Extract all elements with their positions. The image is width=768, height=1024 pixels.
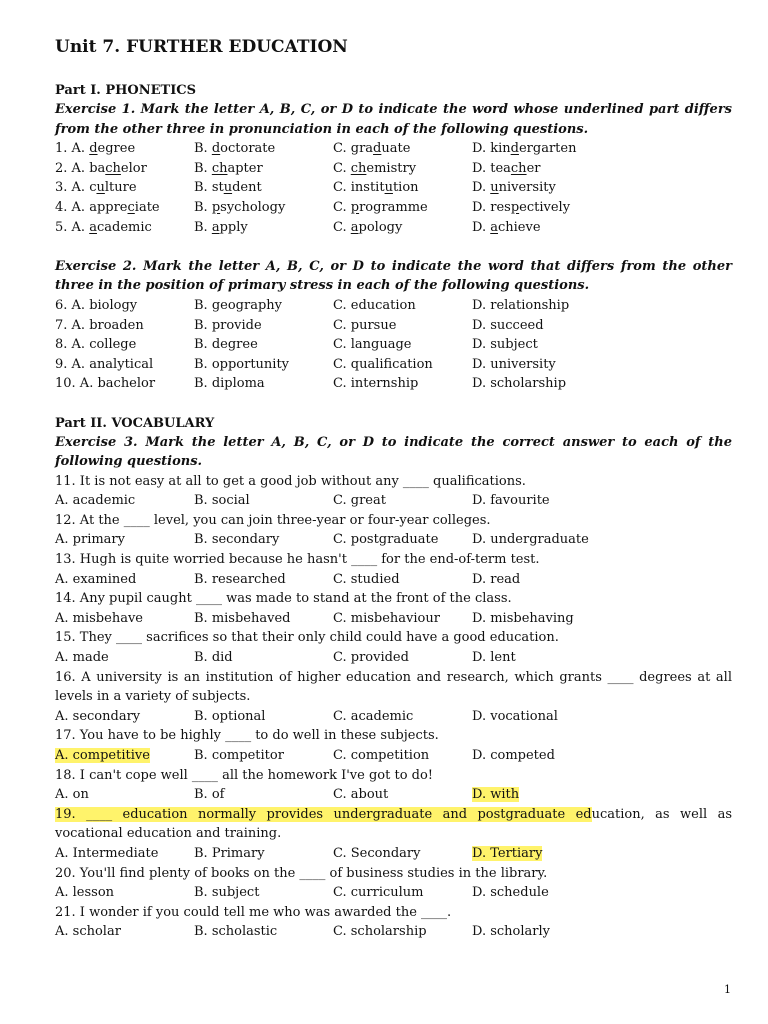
options-14: [55, 609, 732, 629]
option-d: D. achieve: [472, 219, 541, 235]
options-7: [55, 316, 732, 336]
options-8: [55, 335, 732, 355]
option-b: B. geography: [194, 297, 282, 313]
option-b: B. misbehaved: [194, 610, 291, 626]
question-11: 11. It is not easy at all to get a good job without any ____ qualifications.: [55, 473, 526, 489]
underlined-part: ch: [350, 160, 367, 176]
option-a: A. misbehave: [55, 610, 143, 626]
options-3: [55, 178, 732, 198]
option-a: 4. A. appreciate: [55, 199, 160, 215]
underlined-part: u: [223, 180, 233, 196]
option-b: B. did: [194, 650, 233, 666]
underlined-part: ch: [211, 160, 228, 176]
option-d: [472, 785, 732, 805]
underlined-part: c: [127, 199, 135, 215]
underlined-part: p: [211, 199, 221, 215]
option-c: C. education: [333, 297, 416, 313]
options-5: [55, 218, 732, 238]
option-b: B. competitor: [194, 748, 284, 763]
option-d: D. schedule: [472, 885, 549, 901]
option-a: A. academic: [55, 493, 136, 509]
option-c: C. language: [333, 337, 412, 353]
option-c: C. qualification: [333, 356, 433, 372]
option-c: C. great: [333, 493, 386, 509]
underlined-part: a: [89, 219, 97, 235]
options-10: [55, 374, 732, 394]
underlined-part: d: [510, 141, 519, 157]
option-a: 9. A. analytical: [55, 356, 154, 372]
page-number: 1: [724, 983, 731, 996]
options-17: [55, 746, 732, 766]
exercise2-instruction: Exercise 2. Mark the letter A, B, C, or D to indicate the word that differs from the other three in the position of primary stress in each of the following questions.: [55, 258, 732, 294]
option-a: A. Intermediate: [55, 845, 159, 861]
underlined-part: d: [211, 141, 221, 157]
option-c: C. provided: [333, 650, 409, 666]
highlighted-answer: D. with: [472, 787, 520, 803]
option-d: D. kindergarten: [472, 141, 577, 157]
option-b: B. scholastic: [194, 924, 278, 940]
option-a: A. lesson: [55, 885, 115, 901]
question-15: 15. They ____ sacrifices so that their only child could have a good education.: [55, 630, 559, 646]
option-b: B. psychology: [194, 199, 286, 215]
option-b: B. student: [194, 180, 262, 196]
underlined-part: d: [373, 141, 382, 157]
option-b: B. Primary: [194, 845, 265, 861]
option-d: D. respectively: [472, 199, 571, 215]
option-b: B. optional: [194, 708, 266, 724]
underlined-part: u: [490, 180, 499, 196]
option-c: C. apology: [333, 219, 403, 235]
option-a: 10. A. bachelor: [55, 376, 156, 392]
underlined-part: u: [384, 180, 393, 196]
option-c: C. scholarship: [333, 924, 427, 940]
options-11: [55, 491, 732, 511]
option-a: 8. A. college: [55, 337, 137, 353]
option-a: A. secondary: [55, 708, 141, 724]
options-15: [55, 648, 732, 668]
option-d: D. scholarship: [472, 376, 567, 392]
options-4: [55, 198, 732, 218]
option-d: D. subject: [472, 337, 538, 353]
option-c: C. postgraduate: [333, 532, 439, 548]
underlined-part: a: [211, 219, 220, 235]
option-b: B. opportunity: [194, 356, 290, 372]
option-a: 2. A. bachelor: [55, 160, 147, 176]
option-a: A. on: [55, 787, 89, 803]
options-18: [55, 785, 732, 805]
options-1: [55, 139, 732, 159]
option-b: B. degree: [194, 337, 258, 353]
options-19: [55, 844, 732, 864]
exercise1-instruction: Exercise 1. Mark the letter A, B, C, or D to indicate the word whose underlined part differs from the other three in pronunciation in each of the following questions.: [55, 102, 732, 137]
question-14: 14. Any pupil caught ____ was made to stand at the front of the class.: [55, 591, 512, 607]
options-12: [55, 530, 732, 550]
options-13: [55, 570, 732, 590]
option-a: A. primary: [55, 532, 125, 548]
option-b: B. provide: [194, 317, 262, 333]
option-d: D. favourite: [472, 493, 550, 509]
option-b: B. social: [194, 493, 250, 509]
highlighted-answer: A. competitive: [55, 748, 150, 763]
option-c: C. internship: [333, 376, 419, 392]
option-b: B. chapter: [194, 160, 263, 176]
underlined-part: ch: [105, 160, 121, 176]
option-c: C. Secondary: [333, 845, 421, 861]
options-2: [55, 159, 732, 179]
exercise2-options: [55, 296, 732, 394]
option-d: D. scholarly: [472, 924, 550, 940]
option-c: C. pursue: [333, 317, 397, 333]
option-d: D. teacher: [472, 160, 541, 176]
question-16: 16. A university is an institution of higher education and research, which grants ____ degrees at all levels in a variety of subjects.: [55, 669, 732, 705]
option-d: D. university: [472, 180, 556, 196]
question-21: 21. I wonder if you could tell me who was awarded the ____.: [55, 904, 452, 920]
option-a: 6. A. biology: [55, 297, 138, 313]
option-b: B. diploma: [194, 376, 265, 392]
option-a: A. examined: [55, 571, 137, 587]
options-16: [55, 707, 732, 727]
question-17: 17. You have to be highly ____ to do well in these subjects.: [55, 728, 439, 744]
option-c: C. chemistry: [333, 160, 417, 176]
underlined-part: u: [96, 180, 105, 196]
underlined-part: p: [350, 199, 360, 215]
option-c: C. programme: [333, 199, 428, 215]
unit-title: Unit 7. FURTHER EDUCATION: [55, 37, 348, 57]
option-b: B. subject: [194, 885, 260, 901]
exercise1-options: [55, 139, 732, 237]
underlined-part: d: [89, 141, 98, 157]
underlined-part: a: [350, 219, 359, 235]
question-19: [55, 805, 732, 844]
option-a: 1. A. degree: [55, 141, 136, 157]
exercise3-instruction: Exercise 3. Mark the letter A, B, C, or D to indicate the correct answer to each of the following questions.: [55, 434, 732, 470]
option-b: B. doctorate: [194, 141, 276, 157]
option-d: D. misbehaving: [472, 610, 574, 626]
options-9: [55, 355, 732, 375]
option-d: D. competed: [472, 748, 555, 763]
option-d: D. read: [472, 571, 521, 587]
question-20: 20. You'll find plenty of books on the ____ of business studies in the library.: [55, 865, 548, 881]
option-a: 7. A. broaden: [55, 317, 144, 333]
option-a: [55, 746, 194, 766]
option-a: 5. A. academic: [55, 219, 152, 235]
part2-title: Part II. VOCABULARY: [55, 415, 215, 431]
question-18: 18. I can't cope well ____ all the homework I've got to do!: [55, 767, 434, 783]
question-text: ucation, as well as vocational education and training.: [55, 806, 732, 842]
highlighted-question-text: 19. ____ education normally provides undergraduate and postgraduate ed: [55, 806, 592, 822]
underlined-part: a: [490, 219, 498, 235]
option-c: C. misbehaviour: [333, 610, 440, 626]
option-c: C. graduate: [333, 141, 411, 157]
options-20: [55, 883, 732, 903]
option-c: C. institution: [333, 180, 419, 196]
option-c: C. about: [333, 787, 389, 803]
option-d: D. relationship: [472, 297, 570, 313]
option-c: C. competition: [333, 748, 430, 763]
question-12: 12. At the ____ level, you can join three-year or four-year colleges.: [55, 512, 491, 528]
option-b: B. apply: [194, 219, 248, 235]
part1-title: Part I. PHONETICS: [55, 83, 197, 98]
option-c: C. academic: [333, 708, 414, 724]
option-c: C. curriculum: [333, 885, 424, 901]
option-d: [472, 844, 732, 864]
question-13: 13. Hugh is quite worried because he hasn't ____ for the end-of-term test.: [55, 552, 540, 568]
option-b: B. of: [194, 787, 225, 803]
options-6: [55, 296, 732, 316]
option-d: D. university: [472, 356, 556, 372]
option-a: A. scholar: [55, 924, 121, 940]
option-c: C. studied: [333, 571, 400, 587]
option-a: 3. A. culture: [55, 180, 137, 196]
option-d: D. undergraduate: [472, 532, 589, 548]
option-d: D. succeed: [472, 317, 544, 333]
option-b: B. researched: [194, 571, 286, 587]
option-b: B. secondary: [194, 532, 280, 548]
worksheet-page: [55, 35, 732, 942]
option-a: A. made: [55, 650, 109, 666]
underlined-part: ch: [510, 160, 527, 176]
underlined-part: p: [510, 199, 520, 215]
options-21: [55, 922, 732, 942]
option-d: D. vocational: [472, 708, 558, 724]
option-d: D. lent: [472, 650, 516, 666]
highlighted-answer: D. Tertiary: [472, 845, 543, 861]
